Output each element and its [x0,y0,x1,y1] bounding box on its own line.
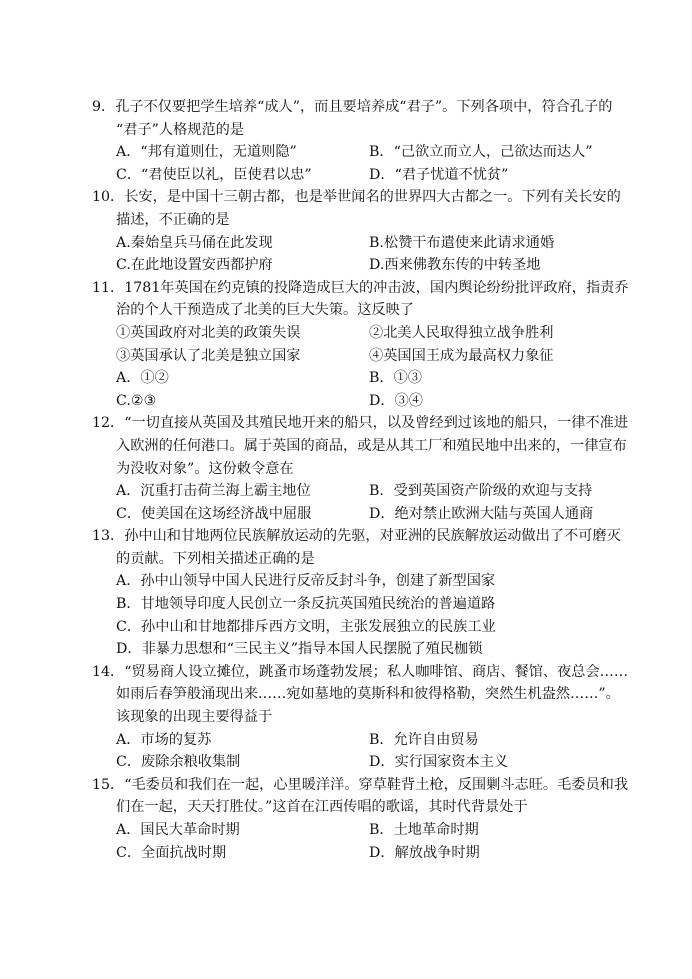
question-stem-line: “君子”人格规范的是 [116,121,245,138]
option-b: B．土地革命时期 [369,822,479,838]
question-12 [92,412,629,525]
question-14 [92,661,629,774]
question-stem-line: 15．“毛委员和我们在一起，心里暖洋洋。穿草鞋背土枪，反围剿斗志旺。毛委员和我 [92,776,629,793]
question-11 [92,277,629,413]
option-d: D．“君子忧道不忧贫” [369,166,509,183]
option-c: C．孙中山和甘地都排斥西方文明，主张发展独立的民族工业 [116,618,496,635]
question-stem-line: 13．孙中山和甘地两位民族解放运动的先驱，对亚洲的民族解放运动做出了不可磨灭 [92,528,621,545]
question-15 [92,774,629,864]
question-13 [92,525,622,661]
question-stem-line: 入欧洲的任何港口。属于英国的商品，或是从其工厂和殖民地中出来的，一律宣布 [116,437,627,454]
question-stem-line: 如雨后春笋般涌现出来……宛如墓地的莫斯科和彼得格勒，突然生机盎然……”。 [116,686,620,703]
question-stem-line: 们在一起，天天打胜仗。”这首在江西传唱的歌谣，其时代背景处于 [116,799,528,816]
option-d: D．解放战争时期 [369,844,480,861]
question-stem-line: 14．“贸易商人设立摊位，跳蚤市场蓬勃发展；私人咖啡馆、商店、餐馆、夜总会…… [92,663,629,680]
option-d: D．非暴力思想和“三民主义”指导本国人民摆脱了殖民枷锁 [116,641,483,658]
option-a: A．市场的复苏 [116,731,212,748]
option-b: B．允许自由贸易 [369,731,479,748]
option-d: D．绝对禁止欧洲大陆与英国人通商 [369,505,594,522]
option-d: D．③④ [369,392,423,409]
exam-page [92,96,629,864]
option-a: A.秦始皇兵马俑在此发现 [116,234,273,251]
option-b: B．甘地领导印度人民创立一条反抗英国殖民统治的普遍道路 [116,596,496,613]
option-c: C．“君使臣以礼，臣使君以忠” [116,166,312,183]
question-10 [92,186,622,276]
statement-1: ①英国政府对北美的政策失误 [116,324,301,341]
option-d: D．实行国家资本主义 [369,754,509,771]
statement-3: ③英国承认了北美是独立国家 [116,347,301,364]
option-b: B.松赞干布遣使来此请求通婚 [369,234,555,251]
option-a: A．“邦有道则仕，无道则隐” [116,144,297,161]
statement-4: ④英国国王成为最高权力象征 [369,347,554,364]
option-c: C．废除余粮收集制 [116,754,241,771]
option-b: B．受到英国资产阶级的欢迎与支持 [369,483,593,500]
question-stem-line: 描述，不正确的是 [116,211,230,228]
option-a: A．沉重打击荷兰海上霸主地位 [116,483,311,500]
option-a: A．①② [116,370,169,387]
statement-2: ②北美人民取得独立战争胜利 [369,324,554,341]
option-b: B．“己欲立而立人，己欲达而达人” [369,144,593,161]
option-c: C．全面抗战时期 [116,844,227,861]
question-stem-line: 9．孔子不仅要把学生培养“成人”，而且要培养成“君子”。下列各项中，符合孔子的 [92,99,613,115]
question-stem-line: 11．1781年英国在约克镇的投降造成巨大的冲击波，国内舆论纷纷批评政府，指责乔 [92,279,629,296]
question-stem-line: 治的个人干预造成了北美的巨大失策。这反映了 [116,302,414,319]
question-stem-line: 10．长安，是中国十三朝古都，也是举世闻名的世界四大古都之一。下列有关长安的 [92,189,621,206]
option-b: B．①③ [369,370,422,387]
question-stem-line: 的贡献。下列相关描述正确的是 [116,550,315,567]
question-stem-line: 为没收对象”。这份敕令意在 [116,460,294,477]
option-a: A．国民大革命时期 [116,822,240,838]
option-a: A．孙中山领导中国人民进行反帝反封斗争，创建了新型国家 [116,573,496,590]
question-stem-line: 12．“一切直接从英国及其殖民地开来的船只，以及曾经到过该地的船只，一律不准进 [92,415,629,432]
option-c: C.②③ [116,392,157,409]
option-c: C．使美国在这场经济战中屈服 [116,505,312,522]
option-c: C.在此地设置安西都护府 [116,257,273,274]
question-stem-line: 该现象的出现主要得益于 [116,709,273,726]
option-d: D.西来佛教东传的中转圣地 [369,257,541,274]
question-9 [92,96,622,186]
